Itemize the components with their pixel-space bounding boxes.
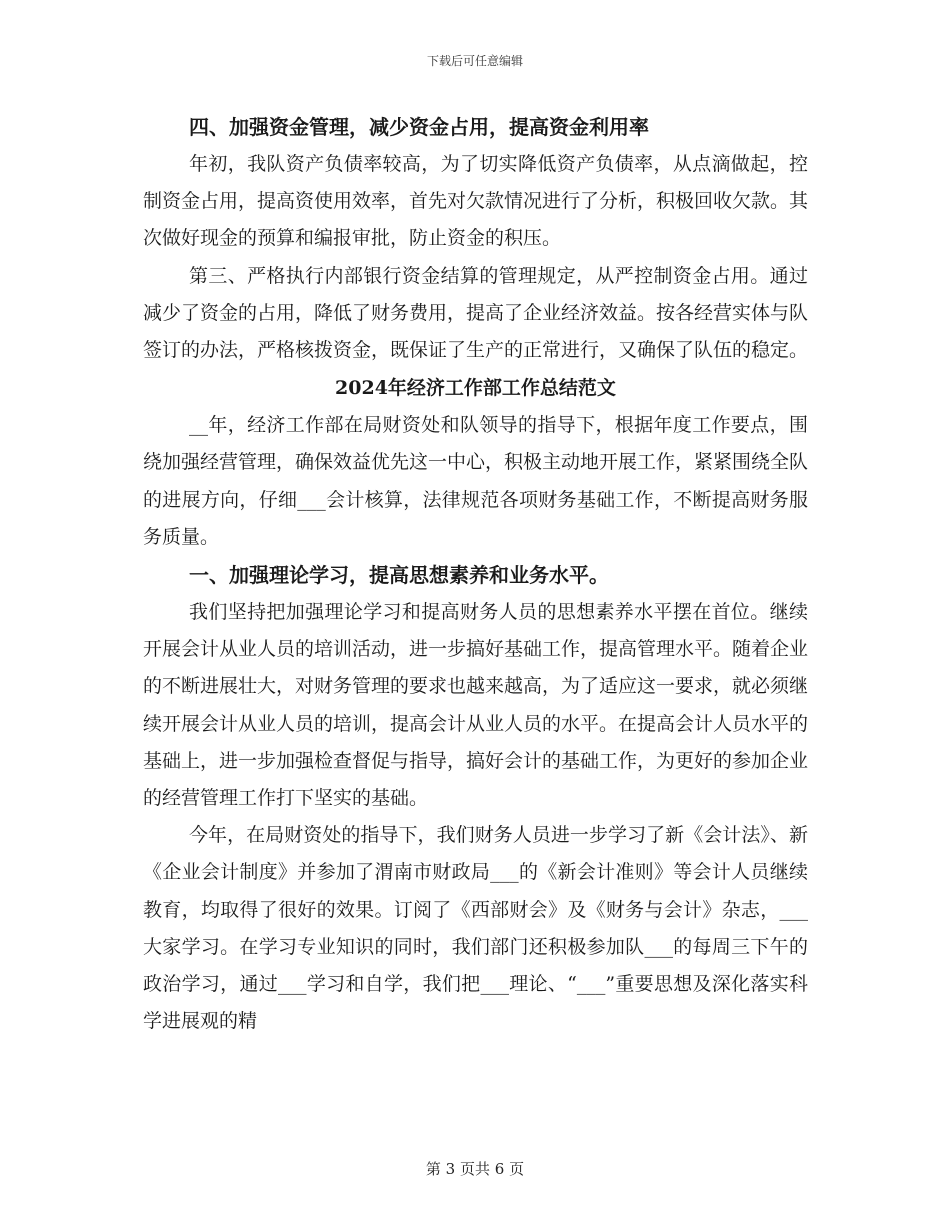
document-body [143, 108, 808, 1040]
paragraph-3: __年，经济工作部在局财资处和队领导的指导下，根据年度工作要点，围绕加强经营管理，确保效益优先这一中心，积极主动地开展工作，紧紧围绕全队的进展方向，仔细___会计核算，法律规范各项财务基础工作，不断提高财务服务质量。 [143, 414, 809, 548]
page-footer: 第 3 页共 6 页 [425, 1160, 525, 1178]
section4-heading: 四、加强资金管理，减少资金占用，提高资金利用率 [189, 115, 649, 139]
paragraph-2: 第三、严格执行内部银行资金结算的管理规定，从严控制资金占用。通过减少了资金的占用，降低了财务费用，提高了企业经济效益。按各经营实体与队签订的办法，严格核拨资金，既保证了生产的正常进行，又确保了队伍的稳定。 [143, 264, 809, 362]
document-title: 2024年经济工作部工作总结范文 [335, 377, 616, 400]
paragraph-5: 今年，在局财资处的指导下，我们财务人员进一步学习了新《会计法》、新《企业会计制度》并参加了渭南市财政局___的《新会计准则》等会计人员继续教育，均取得了很好的效果。订阅了《西部财会》及《财务与会计》杂志，___大家学习。在学习专业知识的同时，我们部门还积极参加队___的每周三下午的政治学习，通过___学习和自学，我们把___理论、“___”重要思想及深化落实科学进展观的精 [143, 824, 808, 1033]
paragraph-4: 我们坚持把加强理论学习和提高财务人员的思想素养水平摆在首位。继续开展会计从业人员的培训活动，进一步搞好基础工作，提高管理水平。随着企业的不断进展壮大，对财务管理的要求也越来越高，为了适应这一要求，就必须继续开展会计从业人员的培训，提高会计从业人员的水平。在提高会计人员水平的基础上，进一步加强检查督促与指导，搞好会计的基础工作，为更好的参加企业的经营管理工作打下坚实的基础。 [143, 601, 809, 810]
paragraph-1: 年初，我队资产负债率较高，为了切实降低资产负债率，从点滴做起，控制资金占用，提高资使用效率，首先对欠款情况进行了分析，积极回收欠款。其次做好现金的预算和编报审批，防止资金的积压。 [143, 153, 809, 250]
section1-heading: 一、加强理论学习，提高思想素养和业务水平。 [189, 563, 609, 588]
page-header-note: 下载后可任意编辑 [426, 54, 523, 68]
